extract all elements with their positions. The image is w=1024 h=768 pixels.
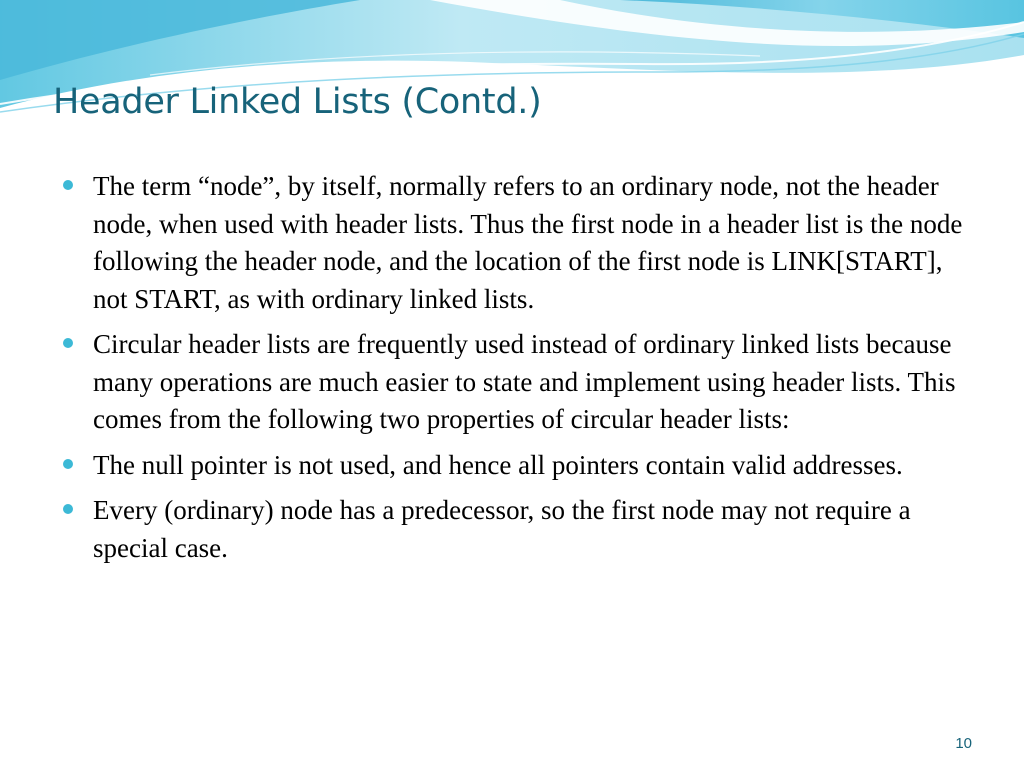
bullet-item xyxy=(60,168,980,318)
bullet-item xyxy=(60,326,980,439)
bullet-list xyxy=(60,168,980,575)
bullet-dot-icon xyxy=(63,180,73,190)
bullet-item xyxy=(60,492,980,567)
bullet-text: Every (ordinary) node has a predecessor, so the first node may not require a special case. xyxy=(93,495,911,563)
bullet-dot-icon xyxy=(63,338,73,348)
bullet-text: The term “node”, by itself, normally refers to an ordinary node, not the header node, when used with header lists. Thus the first node in a header list is the node following the header node, and the location of the first node is LINK[START], not START, as with ordinary linked lists. xyxy=(93,171,963,314)
bullet-text: The null pointer is not used, and hence all pointers contain valid addresses. xyxy=(93,449,903,480)
slide-title: Header Linked Lists (Contd.) xyxy=(53,82,542,122)
bullet-dot-icon xyxy=(63,459,73,469)
bullet-item xyxy=(60,447,980,485)
bullet-dot-icon xyxy=(63,504,73,514)
slide-number: 10 xyxy=(955,735,972,752)
bullet-text: Circular header lists are frequently used instead of ordinary linked lists because many operations are much easier to state and implement using header lists. This comes from the following two properties of circular header lists: xyxy=(93,329,956,434)
